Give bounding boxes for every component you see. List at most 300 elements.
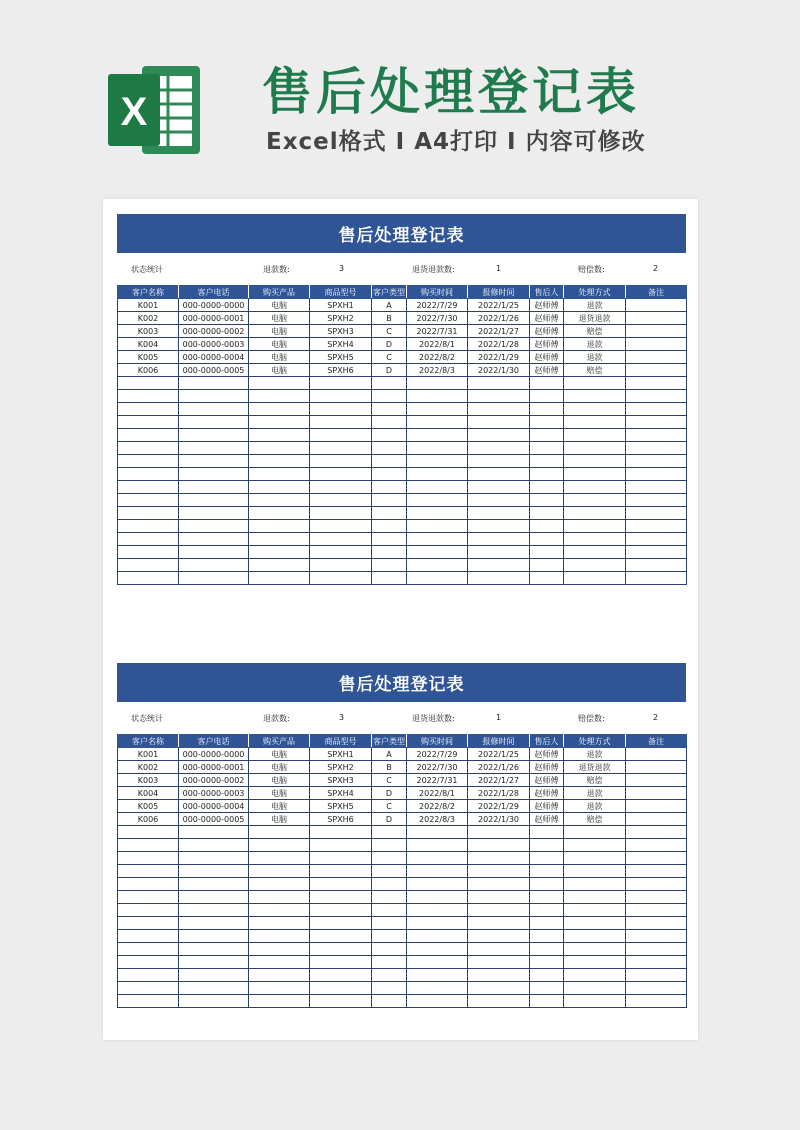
table-cell[interactable]	[468, 520, 530, 533]
table-cell[interactable]	[626, 364, 687, 377]
table-cell[interactable]: 退款	[564, 299, 626, 312]
table-cell[interactable]	[626, 917, 687, 930]
table-cell[interactable]: 赵师傅	[530, 800, 564, 813]
table-cell[interactable]	[564, 416, 626, 429]
table-cell[interactable]	[407, 546, 468, 559]
table-cell[interactable]	[118, 904, 179, 917]
table-cell[interactable]: 2022/1/28	[468, 338, 530, 351]
table-cell[interactable]	[118, 533, 179, 546]
table-cell[interactable]	[530, 943, 564, 956]
table-cell[interactable]	[626, 312, 687, 325]
table-cell[interactable]	[118, 852, 179, 865]
table-cell[interactable]	[310, 891, 372, 904]
table-cell[interactable]: SPXH6	[310, 813, 372, 826]
table-cell[interactable]	[249, 995, 310, 1008]
table-cell[interactable]: 2022/1/30	[468, 813, 530, 826]
table-cell[interactable]	[372, 930, 407, 943]
table-cell[interactable]: K003	[118, 774, 179, 787]
table-cell[interactable]: 赵师傅	[530, 325, 564, 338]
table-cell[interactable]	[468, 481, 530, 494]
table-cell[interactable]	[626, 481, 687, 494]
table-cell[interactable]: 电脑	[249, 761, 310, 774]
table-cell[interactable]	[626, 403, 687, 416]
table-cell[interactable]: 2022/1/27	[468, 774, 530, 787]
table-cell[interactable]	[118, 377, 179, 390]
table-cell[interactable]	[407, 969, 468, 982]
table-cell[interactable]	[564, 943, 626, 956]
table-cell[interactable]	[626, 969, 687, 982]
table-cell[interactable]: 000-0000-0001	[179, 312, 249, 325]
table-cell[interactable]	[407, 852, 468, 865]
table-cell[interactable]	[118, 546, 179, 559]
table-cell[interactable]	[468, 442, 530, 455]
table-cell[interactable]	[468, 826, 530, 839]
table-cell[interactable]	[626, 930, 687, 943]
table-cell[interactable]: 000-0000-0005	[179, 364, 249, 377]
table-cell[interactable]	[530, 494, 564, 507]
table-cell[interactable]	[626, 761, 687, 774]
table-cell[interactable]: D	[372, 364, 407, 377]
table-cell[interactable]	[372, 416, 407, 429]
table-cell[interactable]	[626, 338, 687, 351]
table-cell[interactable]	[626, 956, 687, 969]
table-cell[interactable]	[310, 969, 372, 982]
table-cell[interactable]	[179, 559, 249, 572]
table-cell[interactable]	[530, 572, 564, 585]
table-cell[interactable]	[310, 468, 372, 481]
table-cell[interactable]	[249, 572, 310, 585]
table-cell[interactable]	[310, 559, 372, 572]
table-cell[interactable]	[179, 878, 249, 891]
table-cell[interactable]: 赔偿	[564, 364, 626, 377]
table-cell[interactable]	[249, 494, 310, 507]
table-cell[interactable]	[468, 559, 530, 572]
table-cell[interactable]: 赔偿	[564, 325, 626, 338]
table-cell[interactable]	[564, 455, 626, 468]
table-cell[interactable]	[310, 982, 372, 995]
table-cell[interactable]	[626, 774, 687, 787]
table-cell[interactable]	[249, 481, 310, 494]
table-cell[interactable]	[468, 917, 530, 930]
table-cell[interactable]	[179, 533, 249, 546]
table-cell[interactable]	[407, 403, 468, 416]
table-cell[interactable]: D	[372, 787, 407, 800]
table-cell[interactable]	[372, 826, 407, 839]
table-cell[interactable]: 2022/7/30	[407, 312, 468, 325]
table-cell[interactable]: 电脑	[249, 351, 310, 364]
table-cell[interactable]	[118, 494, 179, 507]
table-cell[interactable]	[407, 377, 468, 390]
table-cell[interactable]	[530, 982, 564, 995]
table-cell[interactable]	[468, 839, 530, 852]
table-cell[interactable]	[179, 429, 249, 442]
table-cell[interactable]	[407, 468, 468, 481]
table-cell[interactable]: 000-0000-0004	[179, 351, 249, 364]
table-cell[interactable]	[564, 507, 626, 520]
table-cell[interactable]	[564, 995, 626, 1008]
table-cell[interactable]	[179, 891, 249, 904]
table-cell[interactable]: 电脑	[249, 325, 310, 338]
table-cell[interactable]	[179, 995, 249, 1008]
table-cell[interactable]: SPXH1	[310, 748, 372, 761]
table-cell[interactable]	[626, 982, 687, 995]
table-cell[interactable]: 退款	[564, 748, 626, 761]
table-cell[interactable]	[564, 481, 626, 494]
table-cell[interactable]	[179, 943, 249, 956]
table-cell[interactable]	[179, 390, 249, 403]
table-cell[interactable]: C	[372, 351, 407, 364]
table-cell[interactable]	[249, 520, 310, 533]
table-cell[interactable]	[118, 403, 179, 416]
table-cell[interactable]: 2022/1/29	[468, 800, 530, 813]
table-cell[interactable]	[372, 494, 407, 507]
table-cell[interactable]	[626, 416, 687, 429]
table-cell[interactable]	[118, 442, 179, 455]
table-cell[interactable]	[118, 943, 179, 956]
table-cell[interactable]	[249, 442, 310, 455]
table-cell[interactable]	[179, 546, 249, 559]
table-cell[interactable]	[372, 520, 407, 533]
table-cell[interactable]	[310, 494, 372, 507]
table-cell[interactable]	[179, 572, 249, 585]
table-cell[interactable]	[249, 559, 310, 572]
table-cell[interactable]	[179, 839, 249, 852]
table-cell[interactable]	[407, 865, 468, 878]
table-cell[interactable]	[530, 455, 564, 468]
table-cell[interactable]	[249, 507, 310, 520]
table-cell[interactable]	[249, 930, 310, 943]
table-cell[interactable]	[118, 969, 179, 982]
table-cell[interactable]	[249, 852, 310, 865]
table-cell[interactable]	[310, 956, 372, 969]
table-cell[interactable]	[407, 494, 468, 507]
table-cell[interactable]	[179, 468, 249, 481]
table-cell[interactable]: 赵师傅	[530, 299, 564, 312]
table-cell[interactable]	[468, 852, 530, 865]
table-cell[interactable]: 2022/1/27	[468, 325, 530, 338]
table-cell[interactable]	[564, 904, 626, 917]
table-cell[interactable]: K004	[118, 338, 179, 351]
table-cell[interactable]	[626, 839, 687, 852]
table-cell[interactable]	[407, 442, 468, 455]
table-cell[interactable]	[468, 429, 530, 442]
table-cell[interactable]	[468, 995, 530, 1008]
table-cell[interactable]	[468, 416, 530, 429]
table-cell[interactable]	[468, 403, 530, 416]
table-cell[interactable]	[118, 468, 179, 481]
table-cell[interactable]	[118, 520, 179, 533]
table-cell[interactable]	[530, 507, 564, 520]
table-cell[interactable]	[310, 442, 372, 455]
table-cell[interactable]: K006	[118, 813, 179, 826]
table-cell[interactable]	[407, 982, 468, 995]
table-cell[interactable]	[372, 943, 407, 956]
table-cell[interactable]	[118, 917, 179, 930]
table-cell[interactable]	[468, 865, 530, 878]
table-cell[interactable]: A	[372, 748, 407, 761]
table-cell[interactable]	[372, 455, 407, 468]
table-cell[interactable]: D	[372, 338, 407, 351]
table-cell[interactable]	[310, 995, 372, 1008]
table-cell[interactable]	[249, 839, 310, 852]
table-cell[interactable]	[179, 930, 249, 943]
table-cell[interactable]: 电脑	[249, 312, 310, 325]
table-cell[interactable]	[530, 429, 564, 442]
table-cell[interactable]: 退货退款	[564, 761, 626, 774]
table-cell[interactable]	[118, 995, 179, 1008]
table-cell[interactable]: SPXH2	[310, 761, 372, 774]
table-cell[interactable]	[468, 494, 530, 507]
table-cell[interactable]	[530, 956, 564, 969]
table-cell[interactable]	[118, 865, 179, 878]
table-cell[interactable]	[249, 403, 310, 416]
table-cell[interactable]	[626, 494, 687, 507]
table-cell[interactable]	[372, 839, 407, 852]
table-cell[interactable]	[179, 956, 249, 969]
table-cell[interactable]	[407, 878, 468, 891]
table-cell[interactable]	[372, 891, 407, 904]
table-cell[interactable]: 电脑	[249, 774, 310, 787]
table-cell[interactable]: 2022/7/30	[407, 761, 468, 774]
table-cell[interactable]	[626, 813, 687, 826]
table-cell[interactable]	[407, 826, 468, 839]
table-cell[interactable]: 赵师傅	[530, 364, 564, 377]
table-cell[interactable]: K003	[118, 325, 179, 338]
table-cell[interactable]	[626, 826, 687, 839]
table-cell[interactable]	[626, 520, 687, 533]
table-cell[interactable]	[310, 852, 372, 865]
table-cell[interactable]	[407, 891, 468, 904]
table-cell[interactable]: SPXH2	[310, 312, 372, 325]
table-cell[interactable]	[626, 533, 687, 546]
table-cell[interactable]: 2022/1/26	[468, 761, 530, 774]
table-cell[interactable]: 000-0000-0003	[179, 338, 249, 351]
table-cell[interactable]	[372, 468, 407, 481]
table-cell[interactable]: 2022/1/28	[468, 787, 530, 800]
table-cell[interactable]: SPXH4	[310, 787, 372, 800]
table-cell[interactable]	[118, 826, 179, 839]
table-cell[interactable]: 退款	[564, 351, 626, 364]
table-cell[interactable]	[249, 943, 310, 956]
table-cell[interactable]	[530, 969, 564, 982]
table-cell[interactable]	[530, 865, 564, 878]
table-cell[interactable]	[310, 826, 372, 839]
table-cell[interactable]	[179, 403, 249, 416]
table-cell[interactable]	[372, 507, 407, 520]
table-cell[interactable]: 退款	[564, 338, 626, 351]
table-cell[interactable]: SPXH3	[310, 325, 372, 338]
table-cell[interactable]	[468, 878, 530, 891]
table-cell[interactable]	[310, 520, 372, 533]
table-cell[interactable]: SPXH5	[310, 800, 372, 813]
table-cell[interactable]	[564, 403, 626, 416]
table-cell[interactable]	[179, 455, 249, 468]
table-cell[interactable]	[118, 507, 179, 520]
table-cell[interactable]	[626, 891, 687, 904]
table-cell[interactable]	[407, 943, 468, 956]
table-cell[interactable]	[118, 559, 179, 572]
table-cell[interactable]	[626, 377, 687, 390]
table-cell[interactable]	[407, 956, 468, 969]
table-cell[interactable]	[372, 533, 407, 546]
table-cell[interactable]	[530, 403, 564, 416]
table-cell[interactable]	[179, 416, 249, 429]
table-cell[interactable]: 2022/8/2	[407, 351, 468, 364]
table-cell[interactable]	[310, 455, 372, 468]
table-cell[interactable]	[564, 494, 626, 507]
table-cell[interactable]	[179, 520, 249, 533]
table-cell[interactable]: 电脑	[249, 338, 310, 351]
table-cell[interactable]: 2022/8/1	[407, 787, 468, 800]
table-cell[interactable]	[407, 455, 468, 468]
table-cell[interactable]: SPXH6	[310, 364, 372, 377]
table-cell[interactable]: 000-0000-0004	[179, 800, 249, 813]
table-cell[interactable]	[626, 878, 687, 891]
table-cell[interactable]	[249, 390, 310, 403]
table-cell[interactable]	[118, 429, 179, 442]
table-cell[interactable]	[118, 956, 179, 969]
table-cell[interactable]	[179, 507, 249, 520]
table-cell[interactable]: B	[372, 761, 407, 774]
table-cell[interactable]: 赵师傅	[530, 787, 564, 800]
table-cell[interactable]	[626, 865, 687, 878]
table-cell[interactable]	[626, 904, 687, 917]
table-cell[interactable]	[468, 930, 530, 943]
table-cell[interactable]	[564, 930, 626, 943]
table-cell[interactable]: 2022/1/30	[468, 364, 530, 377]
table-cell[interactable]	[626, 995, 687, 1008]
table-cell[interactable]	[564, 468, 626, 481]
table-cell[interactable]: 退货退款	[564, 312, 626, 325]
table-cell[interactable]	[310, 839, 372, 852]
table-cell[interactable]	[530, 468, 564, 481]
table-cell[interactable]	[564, 572, 626, 585]
table-cell[interactable]	[626, 325, 687, 338]
table-cell[interactable]	[310, 481, 372, 494]
table-cell[interactable]	[372, 429, 407, 442]
table-cell[interactable]: SPXH4	[310, 338, 372, 351]
table-cell[interactable]: 2022/1/29	[468, 351, 530, 364]
table-cell[interactable]	[468, 572, 530, 585]
table-cell[interactable]	[530, 520, 564, 533]
table-cell[interactable]	[530, 390, 564, 403]
table-cell[interactable]	[310, 930, 372, 943]
table-cell[interactable]: C	[372, 325, 407, 338]
table-cell[interactable]	[626, 351, 687, 364]
table-cell[interactable]	[626, 559, 687, 572]
table-cell[interactable]	[468, 969, 530, 982]
table-cell[interactable]	[468, 390, 530, 403]
table-cell[interactable]: K002	[118, 312, 179, 325]
table-cell[interactable]	[179, 852, 249, 865]
table-cell[interactable]	[530, 839, 564, 852]
table-cell[interactable]	[530, 559, 564, 572]
table-cell[interactable]: 2022/1/26	[468, 312, 530, 325]
table-cell[interactable]: C	[372, 800, 407, 813]
table-cell[interactable]	[530, 481, 564, 494]
table-cell[interactable]	[249, 917, 310, 930]
table-cell[interactable]	[310, 917, 372, 930]
table-cell[interactable]	[626, 852, 687, 865]
table-cell[interactable]	[249, 982, 310, 995]
table-cell[interactable]	[468, 904, 530, 917]
table-cell[interactable]: 000-0000-0003	[179, 787, 249, 800]
table-cell[interactable]	[372, 982, 407, 995]
table-cell[interactable]	[372, 546, 407, 559]
table-cell[interactable]	[118, 572, 179, 585]
table-cell[interactable]: 赵师傅	[530, 748, 564, 761]
table-cell[interactable]	[249, 377, 310, 390]
table-cell[interactable]	[310, 429, 372, 442]
table-cell[interactable]	[118, 455, 179, 468]
table-cell[interactable]: 电脑	[249, 787, 310, 800]
table-cell[interactable]	[468, 507, 530, 520]
table-cell[interactable]: K004	[118, 787, 179, 800]
table-cell[interactable]	[372, 377, 407, 390]
table-cell[interactable]	[626, 468, 687, 481]
table-cell[interactable]	[407, 995, 468, 1008]
table-cell[interactable]: 2022/1/25	[468, 299, 530, 312]
table-cell[interactable]	[626, 429, 687, 442]
table-cell[interactable]	[530, 416, 564, 429]
table-cell[interactable]: K005	[118, 800, 179, 813]
table-cell[interactable]	[564, 533, 626, 546]
table-cell[interactable]	[372, 390, 407, 403]
table-cell[interactable]	[310, 377, 372, 390]
table-cell[interactable]	[310, 904, 372, 917]
table-cell[interactable]: 电脑	[249, 364, 310, 377]
table-cell[interactable]	[118, 891, 179, 904]
table-cell[interactable]: 000-0000-0000	[179, 299, 249, 312]
table-cell[interactable]	[310, 878, 372, 891]
table-cell[interactable]	[310, 403, 372, 416]
table-cell[interactable]	[626, 390, 687, 403]
table-cell[interactable]: 电脑	[249, 299, 310, 312]
table-cell[interactable]	[118, 930, 179, 943]
table-cell[interactable]: 2022/1/25	[468, 748, 530, 761]
table-cell[interactable]: 赔偿	[564, 774, 626, 787]
table-cell[interactable]	[626, 299, 687, 312]
table-cell[interactable]: 赔偿	[564, 813, 626, 826]
table-cell[interactable]: 2022/7/29	[407, 748, 468, 761]
table-cell[interactable]	[564, 377, 626, 390]
table-cell[interactable]	[564, 442, 626, 455]
table-cell[interactable]	[407, 839, 468, 852]
table-cell[interactable]	[564, 956, 626, 969]
table-cell[interactable]	[310, 533, 372, 546]
table-cell[interactable]	[564, 878, 626, 891]
table-cell[interactable]	[468, 468, 530, 481]
table-cell[interactable]	[407, 559, 468, 572]
table-cell[interactable]	[249, 891, 310, 904]
table-cell[interactable]	[407, 390, 468, 403]
table-cell[interactable]	[249, 826, 310, 839]
table-cell[interactable]	[118, 390, 179, 403]
table-cell[interactable]	[468, 891, 530, 904]
table-cell[interactable]	[118, 982, 179, 995]
table-cell[interactable]	[530, 546, 564, 559]
table-cell[interactable]: 退款	[564, 800, 626, 813]
table-cell[interactable]	[530, 442, 564, 455]
table-cell[interactable]	[626, 442, 687, 455]
table-cell[interactable]: 2022/8/3	[407, 813, 468, 826]
table-cell[interactable]	[407, 507, 468, 520]
table-cell[interactable]	[530, 878, 564, 891]
table-cell[interactable]	[310, 546, 372, 559]
table-cell[interactable]	[564, 969, 626, 982]
table-cell[interactable]	[407, 429, 468, 442]
table-cell[interactable]	[179, 481, 249, 494]
